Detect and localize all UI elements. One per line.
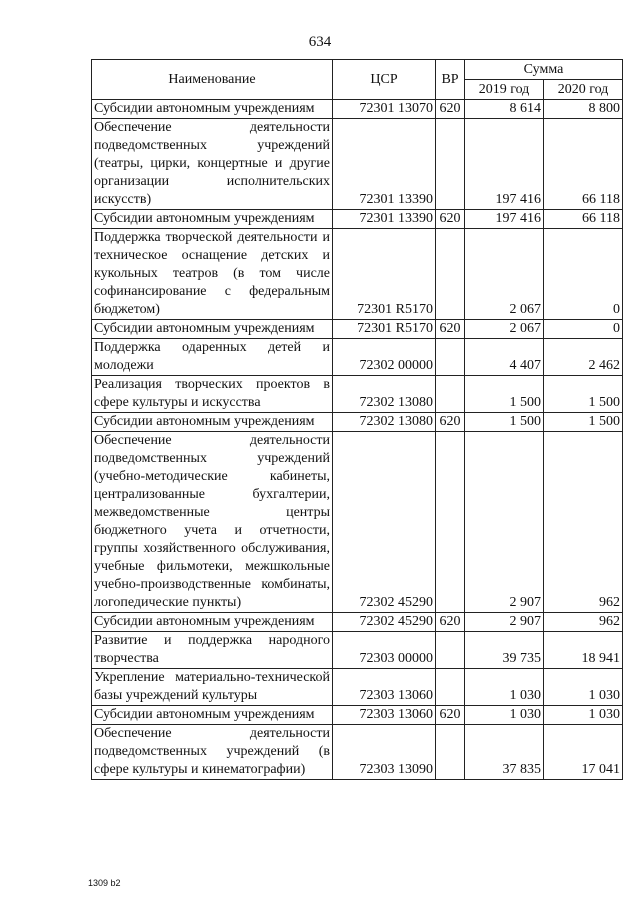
- row-csr: 72301 13070: [333, 100, 436, 119]
- row-vr: [436, 632, 465, 669]
- table-row: [92, 376, 623, 413]
- row-vr: [436, 725, 465, 780]
- row-vr: 620: [436, 413, 465, 432]
- footer-code: 1309 b2: [88, 878, 121, 888]
- row-sum-2019: 2 067: [465, 320, 544, 339]
- row-vr: 620: [436, 210, 465, 229]
- row-csr: 72302 13080: [333, 413, 436, 432]
- page-number: 634: [308, 34, 332, 50]
- row-sum-2020: 8 800: [544, 100, 623, 119]
- table-row: [92, 632, 623, 669]
- row-csr: 72303 13090: [333, 725, 436, 780]
- row-sum-2019: 197 416: [465, 210, 544, 229]
- row-name: Субсидии автономным учреждениям: [92, 413, 333, 432]
- table-row: [92, 119, 623, 210]
- row-sum-2020: 0: [544, 229, 623, 320]
- row-sum-2019: 37 835: [465, 725, 544, 780]
- row-name: Субсидии автономным учреждениям: [92, 100, 333, 119]
- header-row: [92, 60, 623, 80]
- row-vr: [436, 229, 465, 320]
- table-row: [92, 706, 623, 725]
- header-year-2020: 2020 год: [544, 80, 623, 100]
- row-name: Поддержка творческой деятельности и техническое оснащение детских и кукольных театров (в том числе софинансирование с федеральным бюджетом): [92, 229, 333, 320]
- row-sum-2020: 1 500: [544, 413, 623, 432]
- row-sum-2019: 8 614: [465, 100, 544, 119]
- row-sum-2020: 1 030: [544, 669, 623, 706]
- row-csr: 72302 45290: [333, 432, 436, 613]
- header-year-2019: 2019 год: [465, 80, 544, 100]
- row-vr: 620: [436, 320, 465, 339]
- row-sum-2019: 2 907: [465, 613, 544, 632]
- row-name: Субсидии автономным учреждениям: [92, 320, 333, 339]
- row-sum-2019: 1 030: [465, 669, 544, 706]
- row-vr: 620: [436, 706, 465, 725]
- row-csr: 72303 00000: [333, 632, 436, 669]
- row-csr: 72301 R5170: [333, 320, 436, 339]
- row-csr: 72301 13390: [333, 119, 436, 210]
- row-vr: [436, 669, 465, 706]
- header-csr: ЦСР: [333, 60, 436, 100]
- row-name: Поддержка одаренных детей и молодежи: [92, 339, 333, 376]
- row-csr: 72303 13060: [333, 669, 436, 706]
- table-row: [92, 432, 623, 613]
- row-sum-2019: 1 500: [465, 413, 544, 432]
- row-vr: 620: [436, 613, 465, 632]
- header-name: Наименование: [92, 60, 333, 100]
- row-sum-2020: 66 118: [544, 210, 623, 229]
- row-name: Развитие и поддержка народного творчества: [92, 632, 333, 669]
- row-csr: 72301 R5170: [333, 229, 436, 320]
- table-row: [92, 229, 623, 320]
- row-sum-2020: 66 118: [544, 119, 623, 210]
- row-sum-2019: 4 407: [465, 339, 544, 376]
- row-csr: 72302 45290: [333, 613, 436, 632]
- table-row: [92, 413, 623, 432]
- table-row: [92, 613, 623, 632]
- row-sum-2020: 0: [544, 320, 623, 339]
- header-vr: ВР: [436, 60, 465, 100]
- table-row: [92, 100, 623, 119]
- table-row: [92, 339, 623, 376]
- budget-table: [91, 59, 623, 780]
- row-name: Укрепление материально-технической базы учреждений культуры: [92, 669, 333, 706]
- row-csr: 72302 00000: [333, 339, 436, 376]
- row-csr: 72303 13060: [333, 706, 436, 725]
- row-csr: 72302 13080: [333, 376, 436, 413]
- row-name: Субсидии автономным учреждениям: [92, 706, 333, 725]
- row-vr: [436, 339, 465, 376]
- row-sum-2020: 1 030: [544, 706, 623, 725]
- row-vr: [436, 432, 465, 613]
- row-vr: [436, 119, 465, 210]
- row-name: Обеспечение деятельности подведомственных учреждений (учебно-методические кабинеты, централизованные бухгалтерии, межведомственные центры бюджетного учета и отчетности, группы хозяйственного обслуживания, учебные фильмотеки, межшкольные учебно-производственные комбинаты, логопедические пункты): [92, 432, 333, 613]
- table-row: [92, 210, 623, 229]
- row-sum-2019: 2 067: [465, 229, 544, 320]
- row-name: Реализация творческих проектов в сфере культуры и искусства: [92, 376, 333, 413]
- table-row: [92, 320, 623, 339]
- row-name: Обеспечение деятельности подведомственных учреждений (в сфере культуры и кинематографии): [92, 725, 333, 780]
- row-sum-2020: 2 462: [544, 339, 623, 376]
- row-csr: 72301 13390: [333, 210, 436, 229]
- header-sum: Сумма: [465, 60, 623, 80]
- row-sum-2019: 1 030: [465, 706, 544, 725]
- row-vr: [436, 376, 465, 413]
- row-sum-2019: 1 500: [465, 376, 544, 413]
- row-sum-2020: 17 041: [544, 725, 623, 780]
- row-sum-2020: 18 941: [544, 632, 623, 669]
- row-sum-2020: 962: [544, 432, 623, 613]
- row-sum-2020: 962: [544, 613, 623, 632]
- row-name: Обеспечение деятельности подведомственных учреждений (театры, цирки, концертные и другие организации исполнительских искусств): [92, 119, 333, 210]
- row-name: Субсидии автономным учреждениям: [92, 613, 333, 632]
- row-sum-2019: 197 416: [465, 119, 544, 210]
- row-sum-2020: 1 500: [544, 376, 623, 413]
- row-sum-2019: 39 735: [465, 632, 544, 669]
- table-row: [92, 725, 623, 780]
- row-sum-2019: 2 907: [465, 432, 544, 613]
- row-name: Субсидии автономным учреждениям: [92, 210, 333, 229]
- row-vr: 620: [436, 100, 465, 119]
- table-row: [92, 669, 623, 706]
